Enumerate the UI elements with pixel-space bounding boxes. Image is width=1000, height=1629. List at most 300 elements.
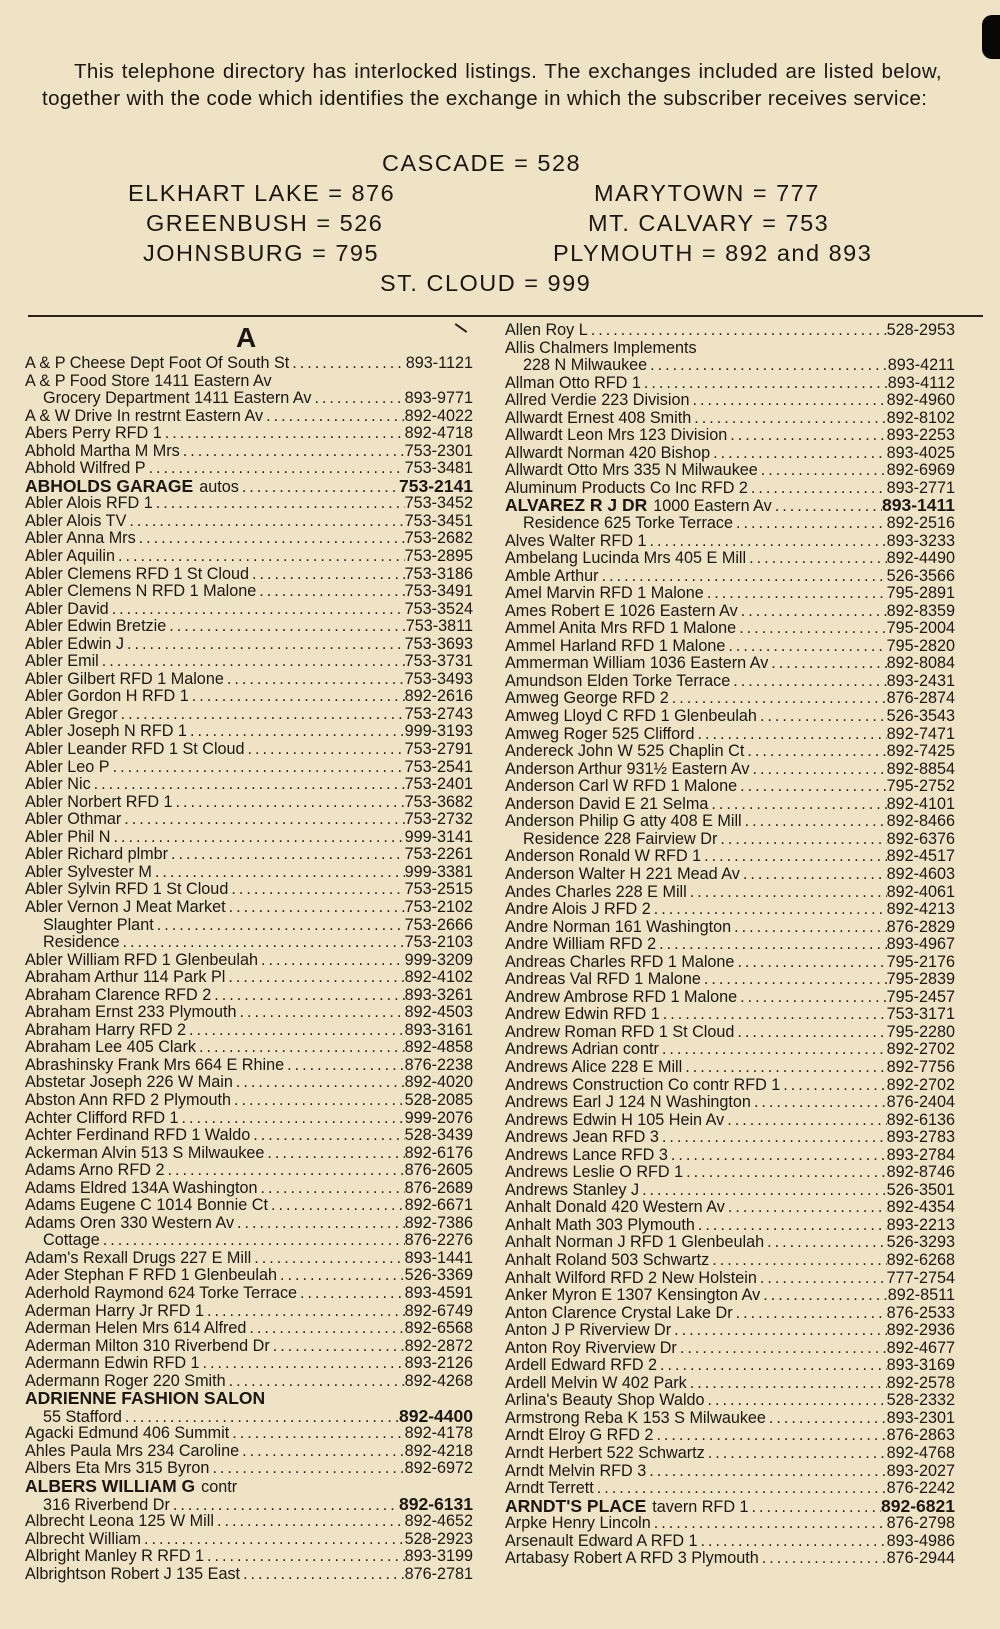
listing-phone: 892-4354 [886,1199,955,1217]
listing-row [25,618,473,636]
dot-leader [189,688,405,706]
listing-name: Albrecht Leona 125 W Mill [25,1513,214,1531]
listing-name: Allen Roy L [505,322,588,339]
listing-name: Abler Leo P [25,758,110,776]
listing-row [505,515,955,533]
dot-leader [226,899,405,917]
listing-phone: 526-3369 [404,1267,473,1285]
listing-row [25,1566,473,1584]
listing-name: Arndt Terrett [505,1480,594,1498]
listing-name: Amweg George RFD 2 [505,690,669,708]
listing-phone: 753-3682 [404,793,473,811]
listing-name: Andes Charles 228 E Mill [505,883,687,901]
listing-phone: 753-2743 [404,705,473,723]
listing-row [25,1004,473,1022]
listing-name: Aderman Milton 310 Riverbend Dr [25,1337,270,1355]
dot-leader [780,1077,886,1095]
listing-name: Andrews Lance RFD 3 [505,1146,668,1164]
listing-phone: 893-3161 [404,1021,473,1039]
listing-name: Andrews Adrian contr [505,1041,659,1059]
listing-phone: 892-4101 [886,795,955,813]
listing-row [25,1039,473,1057]
listing-name: Adam's Rexall Drugs 227 E Mill [25,1249,252,1267]
section-letter: A [236,322,257,353]
listing-phone: 892-6268 [886,1251,955,1269]
listing-row [505,1041,955,1059]
dot-leader [705,1392,887,1410]
dot-leader [121,811,404,829]
listing-row [505,1427,955,1445]
dot-leader [124,636,405,654]
listing-name: Anderson Arthur 931½ Eastern Av [505,760,750,778]
listing-name: Andrews Construction Co contr RFD 1 [505,1076,781,1094]
dot-leader [110,759,405,777]
listing-row [25,899,473,917]
listing-row [25,864,473,882]
listing-row [25,1197,473,1215]
listing-detail: contr [201,1478,238,1496]
listing-phone: 795-2820 [886,637,955,655]
dot-leader [687,1375,887,1393]
listing-phone: 753-2141 [399,477,473,496]
listing-row [25,548,473,566]
listing-name: Abler Gordon H RFD 1 [25,688,189,706]
listing-row [25,794,473,812]
listing-phone: 893-4025 [886,444,955,462]
listing-row [25,478,473,496]
listing-name: Albright Manley R RFD 1 [25,1548,205,1566]
dot-leader [166,618,406,636]
exchange-elkhart-lake: ELKHART LAKE = 876 [128,180,396,206]
listing-name: Abler Richard plmbr [25,846,169,864]
dot-leader [264,1145,404,1163]
listing-name: 316 Riverbend Dr [43,1495,170,1514]
listing-name: Ammel Harland RFD 1 Malone [505,637,726,655]
listing-detail: tavern RFD 1 [652,1497,749,1516]
listing-phone: 892-2702 [886,1041,955,1059]
dot-leader [297,1285,405,1303]
dot-leader [677,1340,887,1358]
listing-row [505,638,955,656]
listing-row [25,846,473,864]
dot-leader [239,1443,404,1461]
listing-name: Anderson Walter H 221 Mead Av [505,865,740,883]
listing-row [505,884,955,902]
dot-leader [766,1410,887,1428]
listing-row [25,1496,473,1514]
listing-name: Residence 625 Torke Terrace [523,515,733,533]
listing-phone: 753-2682 [404,530,473,548]
listing-row [25,881,473,899]
listing-row [25,1338,473,1356]
listing-phone: 892-2702 [886,1076,955,1094]
listing-phone: 876-2533 [886,1304,955,1322]
listing-name: Amel Marvin RFD 1 Malone [505,585,704,603]
listing-row [505,1410,955,1428]
listing-row [25,723,473,741]
listing-name: Adermann Roger 220 Smith [25,1372,226,1390]
listing-phone: 892-7756 [886,1058,955,1076]
listing-row [505,1077,955,1095]
listing-name: Abler Sylvester M [25,863,152,881]
dot-leader [109,601,405,619]
dot-leader [742,813,887,831]
listing-name: Andrews Stanley J [505,1181,640,1199]
dot-leader [196,1039,405,1057]
listing-name: Ambelang Lucinda Mrs 405 E Mill [505,550,747,568]
listing-name: Andrew Edwin RFD 1 [505,1006,660,1024]
listing-phone: 892-4517 [886,848,955,866]
listing-phone: 795-2457 [886,988,955,1006]
listing-row [25,583,473,601]
listing-name: Abraham Lee 405 Clark [25,1039,196,1057]
listing-phone: 892-4490 [886,550,955,568]
listing-row [505,550,955,568]
dot-leader [91,776,405,794]
listing-row [25,1232,473,1250]
listing-row [505,1533,955,1551]
listing-row [505,392,955,410]
listing-name: Andrews Earl J 124 N Washington [505,1094,751,1112]
listing-name: Ackerman Alvin 513 S Milwaukee [25,1144,265,1162]
listing-phone: 892-6376 [886,830,955,848]
dot-leader [224,671,405,689]
listing-phone: 999-3193 [404,723,473,741]
listing-phone: 753-3452 [404,495,473,513]
listing-phone: 795-2280 [886,1023,955,1041]
listing-name: Allwardt Otto Mrs 335 N Milwaukee [505,462,758,480]
listing-row [505,1515,955,1533]
listing-name: Ames Robert E 1026 Eastern Av [505,602,738,620]
listing-name: Cottage [43,1232,100,1250]
listing-row [505,726,955,744]
dot-leader [647,533,887,551]
listing-row [505,375,955,393]
dot-leader [204,1548,405,1566]
listing-row [25,688,473,706]
listing-phone: 528-3439 [404,1127,473,1145]
listing-phone: 753-2102 [404,898,473,916]
listing-name: Andrew Roman RFD 1 St Cloud [505,1023,735,1041]
dot-leader [234,1215,405,1233]
listing-row [25,987,473,1005]
listing-phone: 892-4218 [404,1442,473,1460]
listing-name: Abraham Ernst 233 Plymouth [25,1004,237,1022]
listing-row [505,1006,955,1024]
listing-row [25,741,473,759]
dot-leader [710,445,886,463]
listing-detail: autos [199,477,239,496]
listing-name: Arndt Herbert 522 Schwartz [505,1445,705,1462]
listing-phone: 753-3186 [404,565,473,583]
listing-phone: 876-2781 [404,1565,473,1583]
dot-leader [740,866,887,884]
listing-phone: 892-6749 [404,1302,473,1320]
listing-row [25,1390,473,1408]
dot-leader [757,708,887,726]
dot-leader [229,1425,404,1443]
listing-phone: 777-2754 [886,1269,955,1287]
dot-leader [725,638,886,656]
listing-phone: 893-2301 [886,1409,955,1427]
listing-row [25,460,473,478]
listing-row [25,1250,473,1268]
listing-name: Residence [43,934,120,952]
listing-row [25,443,473,461]
listing-row [505,497,955,515]
listing-phone: 893-1441 [404,1249,473,1267]
listing-row [505,1024,955,1042]
listing-name: Abler Aquilin [25,548,115,566]
listing-name: Andrews Jean RFD 3 [505,1129,659,1147]
listing-row [505,743,955,761]
listing-name: Abston Ann RFD 2 Plymouth [25,1091,232,1109]
dot-leader [749,1499,882,1516]
listing-row [25,706,473,724]
dot-leader [187,723,405,741]
listing-phone: 753-3493 [404,670,473,688]
listing-phone: 893-2213 [886,1216,955,1234]
listing-row [25,1408,473,1426]
dot-leader [751,1094,887,1112]
listing-phone: 753-2666 [404,916,473,934]
listing-name: Abraham Clarence RFD 2 [25,986,212,1004]
dot-leader [687,884,887,902]
listing-phone: 876-2874 [886,690,955,708]
listing-row [505,410,955,428]
listing-name: Amweg Roger 525 Clifford [505,725,695,743]
listing-phone: 892-4020 [404,1074,473,1092]
dot-leader [270,1338,405,1356]
listing-row [25,373,473,391]
listing-row [505,533,955,551]
dot-leader [263,408,404,426]
listing-name: Anhalt Donald 420 Western Av [505,1199,725,1217]
listing-row [25,1285,473,1303]
dot-leader [141,1531,405,1549]
dot-leader [258,952,405,970]
listing-name: Allwardt Ernest 408 Smith [505,409,692,427]
dot-leader [231,1092,405,1110]
listing-row [25,1267,473,1285]
dot-leader [689,392,886,410]
listing-phone: 999-2076 [404,1109,473,1127]
listing-name: Adermann Edwin RFD 1 [25,1355,200,1373]
listing-row [25,1145,473,1163]
listing-name: Andereck John W 525 Chaplin Ct [505,743,745,761]
listing-phone: 892-4102 [404,969,473,987]
listing-name: Andrew Ambrose RFD 1 Malone [505,988,738,1006]
listing-name: Arndt Elroy G RFD 2 [505,1427,654,1445]
listing-phone: 892-6131 [399,1495,473,1514]
listing-row [505,1322,955,1340]
listing-row [25,1127,473,1145]
listing-phone: 893-3199 [404,1548,473,1566]
listing-name: Abler William RFD 1 Glenbeulah [25,951,259,969]
dot-leader [256,583,404,601]
listing-name: Anhalt Math 303 Plymouth [505,1216,695,1234]
listing-phone: 753-2261 [404,846,473,864]
listing-phone: 892-6136 [886,1111,955,1129]
dot-leader [704,585,887,603]
dot-leader [691,410,886,428]
listing-name: Amundson Elden Torke Terrace [505,672,731,690]
dot-leader [738,603,887,621]
listing-row [505,778,955,796]
listing-phone: 892-6671 [404,1197,473,1215]
listing-row [25,969,473,987]
dot-leader [758,462,887,480]
listing-row [505,1392,955,1410]
listing-name: Albrecht William [25,1530,142,1548]
dot-leader [725,1199,887,1217]
listing-name: Arlina's Beauty Shop Waldo [505,1392,705,1410]
listing-row [505,848,955,866]
listing-name: Anderson Ronald W RFD 1 [505,848,702,866]
listing-phone: 893-4211 [887,357,955,375]
listing-phone: 892-7471 [886,725,955,743]
listing-phone: 892-8466 [886,813,955,831]
listing-name: Anker Myron E 1307 Kensington Av [505,1287,761,1305]
listing-row [505,1182,955,1200]
listing-phone: 892-4603 [886,865,955,883]
listing-phone: 892-4718 [404,425,473,443]
listing-phone: 876-2238 [404,1056,473,1074]
listing-phone: 893-4112 [887,374,955,392]
listing-row [505,1129,955,1147]
listing-phone: 892-2872 [404,1337,473,1355]
dot-leader [659,1129,887,1147]
listing-row [25,1460,473,1478]
listing-name: Albers Eta Mrs 315 Byron [25,1460,210,1478]
listing-row [25,530,473,548]
listing-row [25,1303,473,1321]
dot-leader [226,1373,405,1391]
listing-phone: 876-2605 [404,1162,473,1180]
listing-row [25,390,473,408]
listing-row [25,653,473,671]
listing-phone: 892-2936 [886,1322,955,1340]
listing-name: Anderson David E 21 Selma [505,795,709,813]
listing-name: Abraham Arthur 114 Park Pl [25,969,226,987]
listing-name: Abler Sylvin RFD 1 St Cloud [25,881,229,899]
dot-leader [737,989,886,1007]
listing-name: Andrews Alice 228 E Mill [505,1058,683,1076]
listing-row [505,1463,955,1481]
listing-phone: 876-2689 [404,1179,473,1197]
listing-row [25,671,473,689]
listing-row [505,761,955,779]
listing-phone: 892-4768 [886,1445,955,1462]
listing-name: Abler Phil N [25,828,111,846]
listing-phone: 528-2953 [886,322,955,339]
listing-row [505,620,955,638]
listing-phone: 892-6176 [404,1144,473,1162]
listing-phone: 526-3501 [886,1181,955,1199]
listing-row [505,1498,955,1516]
listing-name: Allwardt Norman 420 Bishop [505,444,711,462]
listing-phone: 753-2103 [404,934,473,952]
dot-leader [659,1041,887,1059]
listing-name: Abhold Wilfred P [25,460,146,478]
dot-leader [209,1460,404,1478]
listing-row [25,355,473,373]
listing-name: Ardell Melvin W 402 Park [505,1374,687,1392]
listing-name: Abler Nic [25,776,91,794]
dot-leader [249,566,405,584]
listing-name: Abers Perry RFD 1 [25,425,162,443]
listing-phone: 892-6972 [404,1460,473,1478]
dot-leader [277,1267,405,1285]
listing-phone: 893-3261 [404,986,473,1004]
listing-row [25,1443,473,1461]
listing-name: Andre Norman 161 Washington [505,918,732,936]
listing-name: Arpke Henry Lincoln [505,1515,651,1533]
listing-name: 55 Stafford [43,1407,122,1426]
dot-leader [733,515,887,533]
listing-row [25,1180,473,1198]
listing-row [25,601,473,619]
listing-name: Armstrong Reba K 153 S Milwaukee [505,1409,766,1427]
listing-phone: 893-4591 [404,1284,473,1302]
listing-name: Andreas Charles RFD 1 Malone [505,953,735,971]
dot-leader [126,513,404,531]
listing-phone: 753-3171 [886,1006,955,1024]
listing-row [25,1320,473,1338]
listing-row [25,408,473,426]
dot-leader [246,1320,404,1338]
listing-name: Adams Eldred 134A Washington [25,1179,258,1197]
listing-phone: 526-3543 [886,708,955,726]
dot-leader [186,1022,405,1040]
exchange-cascade: CASCADE = 528 [382,150,582,176]
exchange-st-cloud: ST. CLOUD = 999 [380,270,592,296]
listing-name: Aluminum Products Co Inc RFD 2 [505,479,748,497]
dot-leader [211,987,404,1005]
dot-leader [737,778,886,796]
dot-leader [122,1409,399,1426]
listing-phone: 999-3381 [404,863,473,881]
dot-leader [289,355,406,373]
dot-leader [228,881,404,899]
listing-name: Anton Roy Riverview Dr [505,1339,677,1357]
listing-phone: 753-2401 [404,776,473,794]
dot-leader [749,761,886,779]
listing-row [25,917,473,935]
listing-phone: 893-3233 [886,532,955,550]
listing-phone: 892-4022 [404,407,473,425]
listing-row [25,1513,473,1531]
dot-leader [734,954,886,972]
dot-leader [727,427,886,445]
listing-phone: 893-2126 [404,1355,473,1373]
listing-row [25,425,473,443]
listing-name: Aderman Helen Mrs 614 Alfred [25,1320,247,1338]
listing-name: Abler Gilbert RFD 1 Malone [25,670,224,688]
dot-leader [744,743,886,761]
listing-name: Adams Oren 330 Western Av [25,1214,235,1232]
listing-row [505,1164,955,1182]
listing-phone: 892-6821 [881,1497,955,1516]
listing-name: Achter Clifford RFD 1 [25,1109,179,1127]
listing-name: Arndt Melvin RFD 3 [505,1462,647,1480]
listing-phone: 893-9771 [404,390,473,408]
listing-row [505,690,955,708]
listing-phone: 892-8084 [886,655,955,673]
dot-leader [599,568,887,586]
dot-leader [651,901,887,919]
listing-name: Achter Ferdinand RFD 1 Waldo [25,1127,251,1145]
